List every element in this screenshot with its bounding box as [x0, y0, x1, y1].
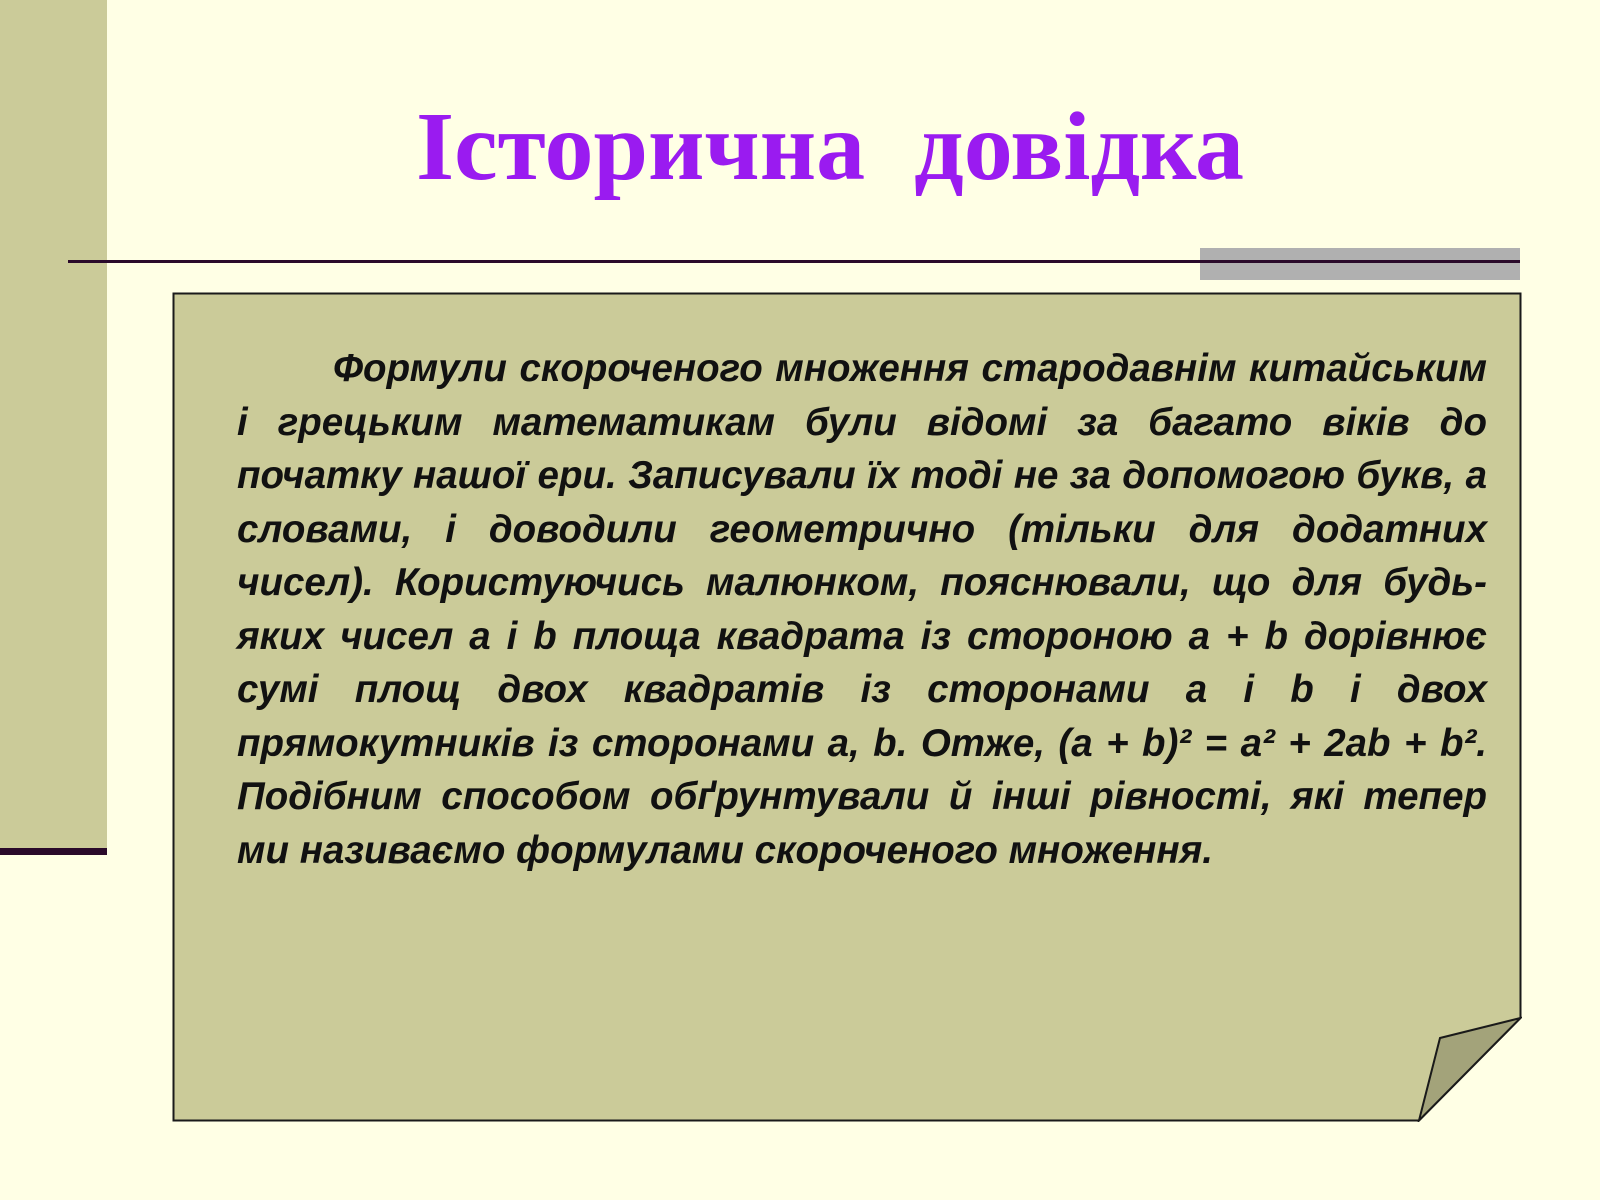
left-accent-underline: [0, 848, 107, 855]
historical-note-text: Формули скороченого множення стародавнім китайським і грецьким математикам були відомі за багато віків до початку нашої ери. Записували їх тоді не за допомогою букв, а словами, і доводили геометрично (тільки для додатних чисел). Користуючись малюнком, пояснювали, що для будь-яких чисел a і b площа квадрата із стороною a + b дорівнює сумі площ двох квадратів із сторонами a і b і двох прямокутників із сторонами a, b. Отже, (a + b)² = a² + 2ab + b². Подібним способом обґрунтували й інші рівності, які тепер ми називаємо формулами скороченого множення.: [237, 347, 1487, 872]
folded-note-card: [172, 292, 1522, 1122]
slide-title: Історична довідка: [415, 93, 1245, 201]
title-rule-overlay: [1200, 260, 1520, 263]
title-rule-accent: [1200, 248, 1520, 280]
